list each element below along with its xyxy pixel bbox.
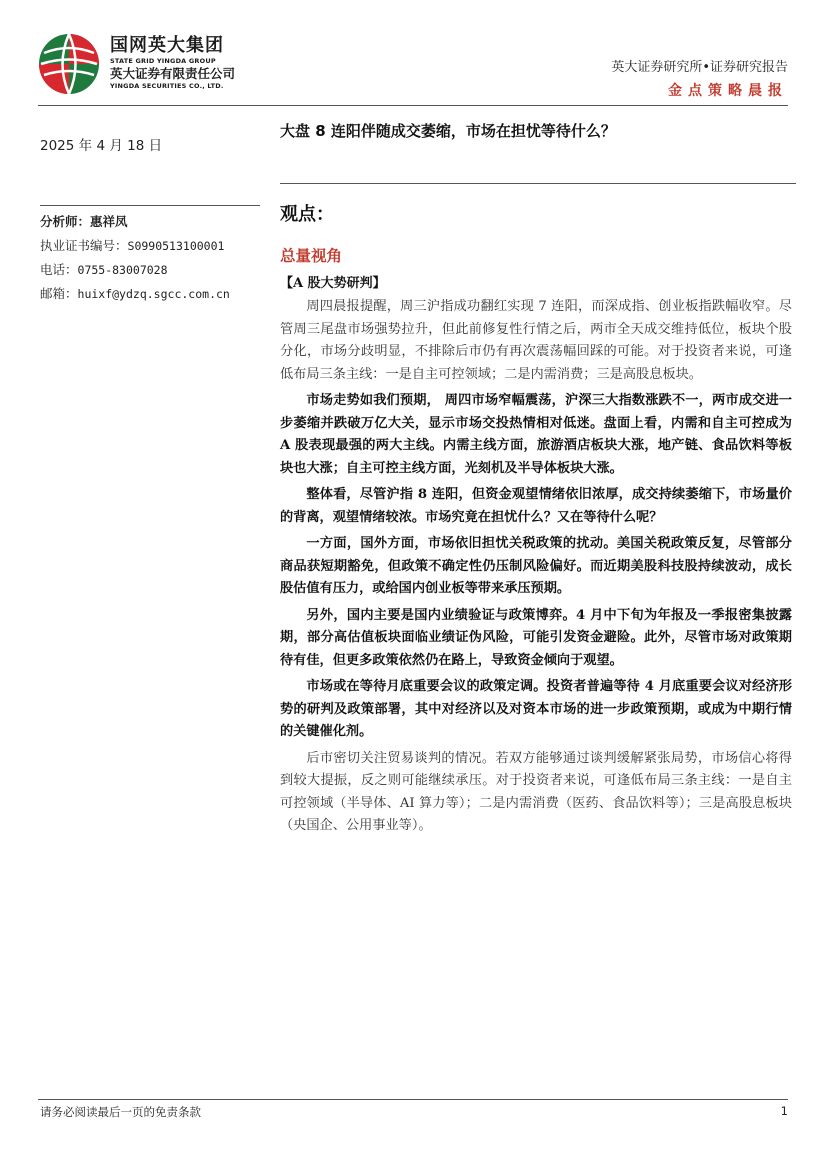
logo-text [110,35,235,91]
cert-label: 执业证书编号： [40,238,128,253]
email-row [40,282,230,306]
analyst-row [40,210,230,234]
article-body [280,296,792,842]
paragraph: 整体看，尽管沪指 8 连阳，但资金观望情绪依旧浓厚，成交持续萎缩下，市场量价的背离，观望情绪较浓。市场究竟在担忧什么？又在等待什么呢？ [280,487,792,525]
phone-row [40,258,230,282]
logo-company-name-en: YINGDA SECURITIES CO., LTD. [110,82,224,90]
logo-group-name: 国网英大集团 [110,35,224,56]
analyst-divider [40,205,260,206]
paragraph: 另外，国内主要是国内业绩验证与政策博弈。4 月中下旬为年报及一季报密集披露期，部分高估值板块面临业绩证伪风险，可能引发资金避险。此外，尽管市场对政策期待有佳，但更多政策依然仍在路上，导致资金倾向于观望。 [280,607,792,668]
logo-group-name-en: STATE GRID YINGDA GROUP [110,57,216,65]
cert-row [40,234,230,258]
institute-label: 英大证券研究所•证券研究报告 [611,60,788,75]
paragraph: 后市密切关注贸易谈判的情况。若双方能够通过谈判缓解紧张局势，市场信心将得到较大提振，反之则可能继续承压。对于投资者来说，可逢低布局三条主线：一是自主可控领域（半导体、AI 算力等）；二是内需消费（医药、食品饮料等）；三是高股息板块（央国企、公用事业等）。 [280,750,792,833]
analyst-label: 分析师： [40,214,91,229]
phone-number: 0755-83007028 [77,263,168,277]
analyst-info [40,210,230,306]
paragraph: 市场或在等待月底重要会议的政策定调。投资者普遍等待 4 月底重要会议对经济形势的研判及政策部署，其中对经济以及对资本市场的进一步政策预期，或成为中期行情的关键催化剂。 [280,679,792,739]
analyst-name: 惠祥凤 [90,214,128,229]
footer-divider [38,1099,788,1100]
logo-company-name: 英大证券有限责任公司 [110,66,236,81]
title-divider [280,183,796,184]
cert-number: S0990513100001 [127,239,225,253]
phone-label: 电话： [40,262,78,277]
view-heading: 观点： [280,204,334,225]
header-divider [38,105,788,106]
paragraph: 一方面，国外方面，市场依旧担忧关税政策的扰动。美国关税政策反复，尽管部分商品获短期豁免，但政策不确定性仍压制风险偏好。而近期美股科技股持续波动，成长股估值有压力，或给国内创业板等带来承压预期。 [280,536,792,596]
globe-logo-icon [38,33,100,95]
paragraph: 市场走势如我们预期， 周四市场窄幅震荡，沪深三大指数涨跌不一，两市成交进一步萎缩并跌破万亿大关，显示市场交投热情相对低迷。盘面上看，内需和自主可控成为 A 股表现最强的两大主线。内需主线方面，旅游酒店板块大涨，地产链、食品饮料等板块也大涨；自主可控主线方面，光刻机及半导体板块大涨。 [280,393,792,476]
company-logo [38,33,258,97]
email-label: 邮箱： [40,286,78,301]
report-series-label: 金点策略晨报 [668,83,788,99]
report-date: 2025 年 4 月 18 日 [40,138,163,154]
disclaimer-text: 请务必阅读最后一页的免责条款 [40,1105,201,1119]
email-address[interactable]: huixf@ydzq.sgcc.com.cn [77,287,230,301]
section-heading: 总量视角 [280,247,343,265]
page-number: 1 [780,1104,788,1118]
report-title: 大盘 8 连阳伴随成交萎缩，市场在担忧等待什么？ [280,122,616,140]
subsection-heading: 【A 股大势研判】 [280,276,386,291]
paragraph: 周四晨报提醒，周三沪指成功翻红实现 7 连阳，而深成指、创业板指跌幅收窄。尽管周三尾盘市场强势拉升，但此前修复性行情之后，两市全天成交维持低位，板块个股分化，市场分歧明显，不排除后市仍有再次震荡幅回踩的可能。对于投资者来说，可逢低布局三条主线：一是自主可控领域；二是内需消费；三是高股息板块。 [280,299,792,382]
